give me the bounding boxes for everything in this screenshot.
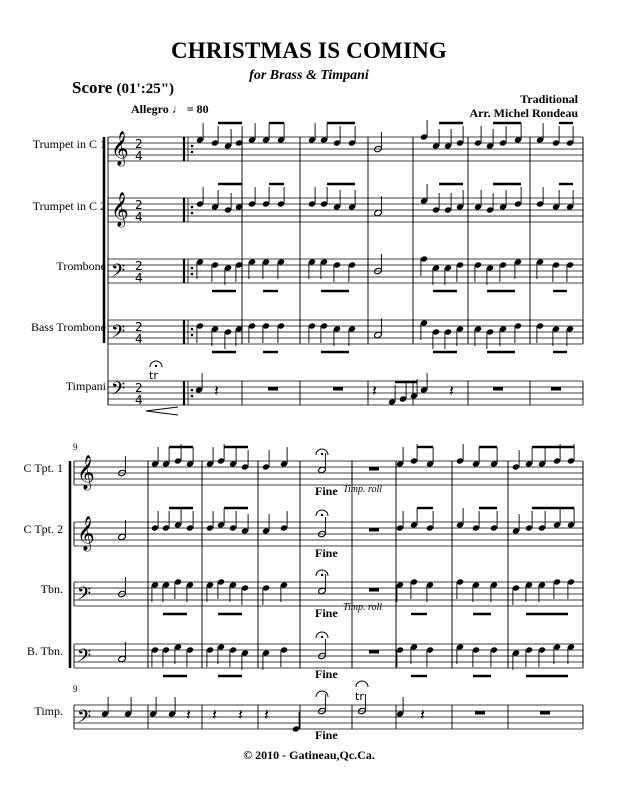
whole-rest-icon [369, 467, 379, 471]
repeat-dot [191, 273, 194, 276]
treble-clef-icon: 𝄞 [77, 516, 95, 551]
bass-clef-icon: 𝄢 [77, 646, 92, 671]
repeat-dot [191, 267, 194, 270]
quarter-rest-icon: 𝄽 [186, 705, 191, 724]
copyright: © 2010 - Gatineau,Qc.Ca. [243, 748, 375, 762]
time-signature-denominator: 4 [135, 149, 143, 163]
whole-rest-icon [369, 588, 379, 592]
whole-rest-icon [540, 711, 550, 715]
quarter-rest-icon: 𝄽 [372, 381, 377, 400]
fine-marking: Fine [315, 484, 338, 498]
instrument-label: Bass Trombone [30, 320, 106, 334]
whole-rest-icon [369, 650, 379, 654]
time-signature-numerator: 2 [135, 198, 143, 212]
measure-number: 9 [73, 442, 78, 452]
fermata-dot [321, 514, 323, 516]
tempo-text: Allegro [131, 102, 169, 116]
timp-roll-cue: Timp. roll [343, 602, 383, 613]
bass-clef-icon: 𝄢 [111, 261, 126, 286]
tempo-value: = 80 [186, 102, 209, 116]
fine-marking: Fine [315, 667, 338, 681]
fine-marking: Fine [315, 546, 338, 560]
quarter-rest-icon: 𝄽 [449, 381, 454, 400]
quarter-note-icon: ♩ [171, 102, 184, 116]
fine-marking: Fine [315, 728, 338, 742]
instrument-label: Trumpet in C 1 [32, 137, 106, 151]
instrument-label: Tbn. [40, 582, 63, 596]
quarter-rest-icon: 𝄽 [420, 705, 425, 724]
time-signature-denominator: 4 [135, 210, 143, 224]
fermata-dot [321, 636, 323, 638]
repeat-dot [191, 334, 194, 337]
fermata-dot [155, 365, 157, 367]
time-signature-numerator: 2 [135, 381, 143, 395]
repeat-dot [191, 206, 194, 209]
quarter-rest-icon: 𝄽 [214, 381, 219, 400]
quarter-rest-icon: 𝄽 [212, 705, 217, 724]
repeat-dot [191, 395, 194, 398]
piece-title: CHRISTMAS IS COMING [170, 38, 447, 63]
score-duration: (01':25") [116, 81, 175, 97]
arranger: Arr. Michel Rondeau [469, 106, 578, 120]
time-signature-numerator: 2 [135, 320, 143, 334]
fermata-dot [321, 453, 323, 455]
repeat-dot [191, 151, 194, 154]
whole-rest-icon [493, 387, 503, 391]
bass-clef-icon: 𝄢 [77, 707, 92, 732]
composer: Traditional [520, 92, 578, 106]
whole-rest-icon [333, 387, 343, 391]
whole-rest-icon [268, 387, 278, 391]
time-signature-denominator: 4 [135, 271, 143, 285]
instrument-label: B. Tbn. [26, 644, 63, 658]
repeat-dot [191, 389, 194, 392]
timp-roll-cue: Timp. roll [343, 484, 383, 495]
instrument-label: Trombone [56, 259, 106, 273]
instrument-label: Timpani [65, 379, 106, 393]
quarter-rest-icon: 𝄽 [238, 705, 243, 724]
whole-rest-icon [475, 711, 485, 715]
score-label-text: Score [72, 78, 113, 97]
whole-rest-icon [551, 387, 561, 391]
time-signature-denominator: 4 [135, 393, 143, 407]
fermata-dot [321, 574, 323, 576]
instrument-label: Timp. [34, 704, 63, 718]
bass-clef-icon: 𝄢 [111, 322, 126, 347]
bass-clef-icon: 𝄢 [111, 379, 126, 404]
instrument-label: Trumpet in C 2 [32, 199, 106, 213]
bass-clef-icon: 𝄢 [77, 584, 92, 609]
whole-rest-icon [369, 528, 379, 532]
crescendo-hairpin-icon [146, 407, 178, 415]
trill-icon: tr [355, 690, 364, 703]
repeat-dot [191, 145, 194, 148]
fermata-icon [356, 681, 368, 687]
treble-clef-icon: 𝄞 [111, 131, 129, 166]
trill-icon: tr [149, 369, 158, 382]
fine-marking: Fine [315, 606, 338, 620]
fermata-icon [316, 691, 328, 697]
treble-clef-icon: 𝄞 [77, 455, 95, 490]
quarter-rest-icon: 𝄽 [264, 705, 269, 724]
repeat-dot [191, 212, 194, 215]
instrument-label: C Tpt. 1 [23, 461, 63, 475]
time-signature-numerator: 2 [135, 259, 143, 273]
instrument-label: C Tpt. 2 [23, 522, 63, 536]
piece-subtitle: for Brass & Timpani [249, 68, 369, 83]
treble-clef-icon: 𝄞 [111, 192, 129, 227]
time-signature-numerator: 2 [135, 137, 143, 151]
time-signature-denominator: 4 [135, 332, 143, 346]
measure-number: 9 [73, 684, 78, 694]
repeat-dot [191, 328, 194, 331]
